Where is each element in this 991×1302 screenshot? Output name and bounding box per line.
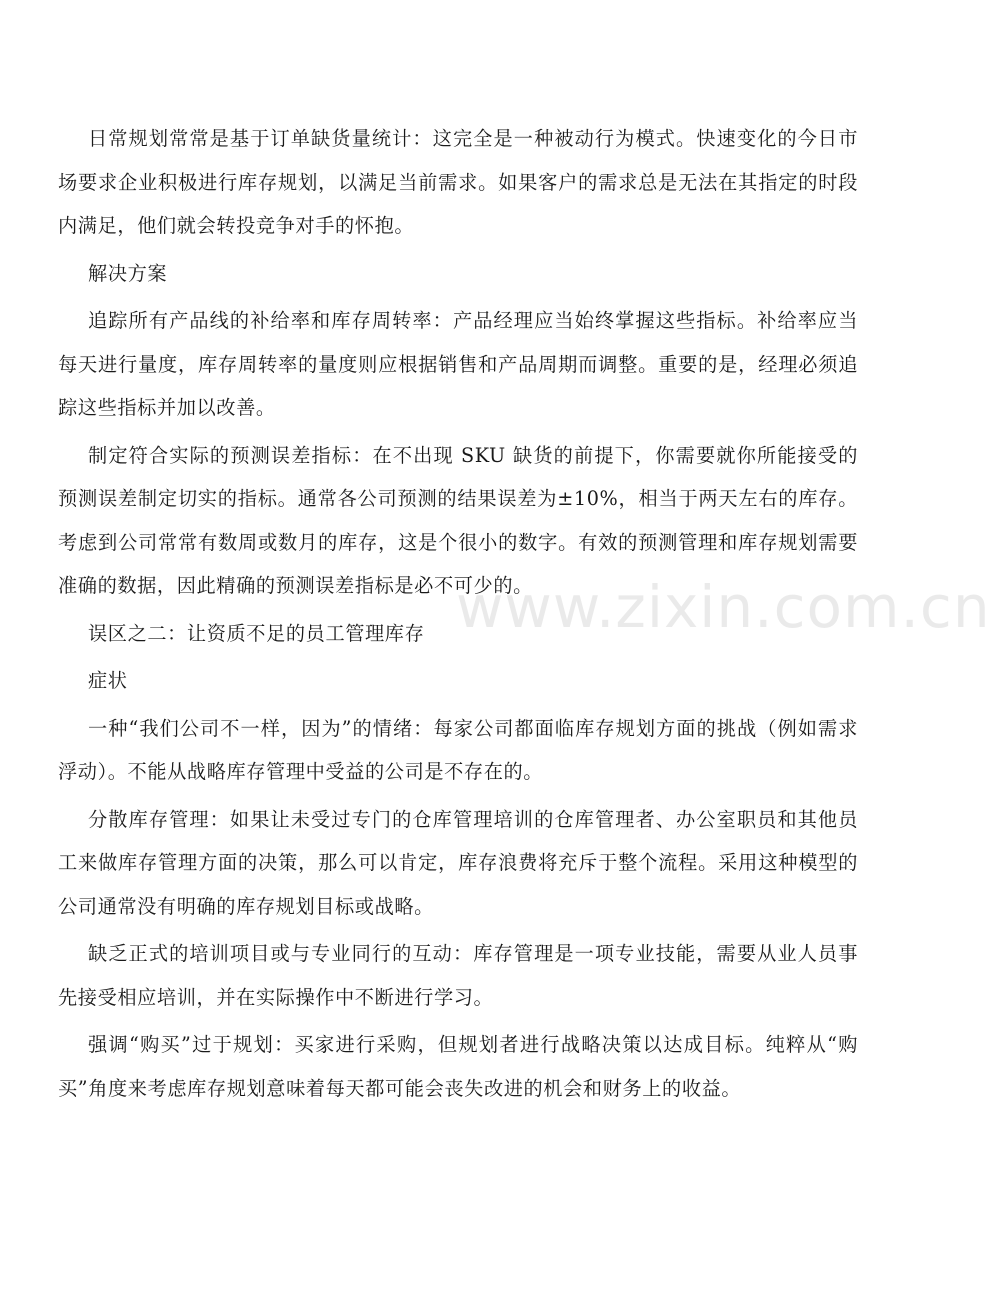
paragraph-5: 分散库存管理：如果让未受过专门的仓库管理培训的仓库管理者、办公室职员和其他员工来做库存管理方面的决策，那么可以肯定，库存浪费将充斥于整个流程。采用这种模型的公司通常没有明确的库存规划目标或战略。 [58,807,858,918]
paragraph-2: 追踪所有产品线的补给率和库存周转率：产品经理应当始终掌握这些指标。补给率应当每天进行量度，库存周转率的量度则应根据销售和产品周期而调整。重要的是，经理必须追踪这些指标并加以改善。 [58,309,858,419]
paragraph-6: 缺乏正式的培训项目或与专业同行的互动：库存管理是一项专业技能，需要从业人员事先接受相应培训，并在实际操作中不断进行学习。 [58,942,858,1009]
paragraph-3: 制定符合实际的预测误差指标：在不出现 SKU 缺货的前提下，你需要就你所能接受的预测误差制定切实的指标。通常各公司预测的结果误差为±10%，相当于两天左右的库存。考虑到公司常常有数周或数月的库存，这是个很小的数字。有效的预测管理和库存规划需要准确的数据，因此精确的预测误差指标是必不可少的。 [58,443,858,597]
section-heading-myth-two: 误区之二：让资质不足的员工管理库存 [88,621,425,645]
watermark: www.zixin.com.cn [456,573,991,641]
document-body [58,117,858,1110]
section-heading-symptoms: 症状 [88,669,128,692]
paragraph-4: 一种“我们公司不一样，因为”的情绪：每家公司都面临库存规划方面的挑战（例如需求浮动）。不能从战略库存管理中受益的公司是不存在的。 [58,716,858,783]
paragraph-7: 强调“购买”过于规划：买家进行采购，但规划者进行战略决策以达成目标。纯粹从“购买”角度来考虑库存规划意味着每天都可能会丧失改进的机会和财务上的收益。 [58,1033,858,1100]
section-heading-solution: 解决方案 [88,261,168,285]
paragraph-1: 日常规划常常是基于订单缺货量统计：这完全是一种被动行为模式。快速变化的今日市场要求企业积极进行库存规划，以满足当前需求。如果客户的需求总是无法在其指定的时段内满足，他们就会转投竞争对手的怀抱。 [58,127,858,237]
